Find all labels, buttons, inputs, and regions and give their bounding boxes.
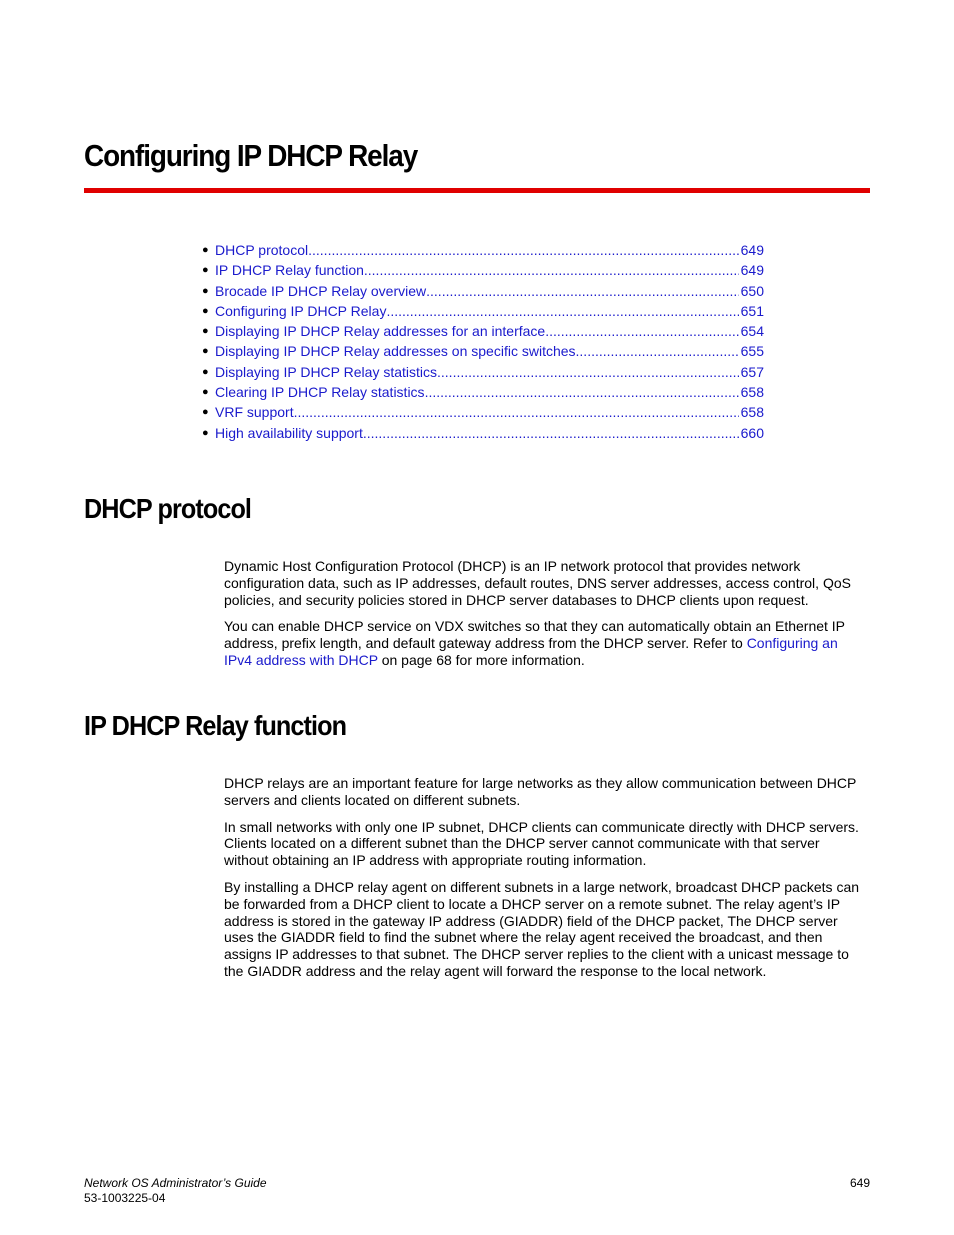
section-title-dhcp-protocol: DHCP protocol — [84, 493, 252, 524]
toc-item — [202, 423, 764, 443]
toc-item — [202, 260, 764, 280]
toc-item — [202, 301, 764, 321]
toc-item — [202, 281, 764, 301]
dhcp-protocol-body — [224, 558, 864, 679]
toc-link[interactable]: Displaying IP DHCP Relay addresses on specific switches ..... 655 — [215, 341, 764, 361]
toc-item — [202, 341, 764, 361]
toc-link[interactable]: IP DHCP Relay function ..... 649 — [215, 260, 764, 280]
toc-link[interactable]: Clearing IP DHCP Relay statistics ..... 658 — [215, 382, 764, 402]
toc-item — [202, 362, 764, 382]
toc-link[interactable]: VRF support ..... 658 — [215, 402, 764, 422]
toc-link[interactable]: Brocade IP DHCP Relay overview ..... 650 — [215, 281, 764, 301]
toc-link[interactable]: Displaying IP DHCP Relay addresses for an interface ..... 654 — [215, 321, 764, 341]
paragraph: You can enable DHCP service on VDX switches so that they can automatically obtain an Ethernet IP address, prefix length, and default gateway address from the DHCP server. Refer to Configuring an IPv4 address with DHCP on page 68 for more information. — [224, 618, 845, 668]
cross-reference-link[interactable]: Configuring an IPv4 address with DHCP — [224, 635, 838, 668]
footer-doc-title: Network OS Administrator’s Guide — [84, 1176, 267, 1190]
bullet-icon: ● — [202, 244, 209, 256]
toc-link[interactable]: Configuring IP DHCP Relay ..... 651 — [215, 301, 764, 321]
toc-item — [202, 382, 764, 402]
bullet-icon: ● — [202, 264, 209, 277]
footer-doc-code: 53-1003225-04 — [84, 1191, 166, 1205]
paragraph: Dynamic Host Configuration Protocol (DHCP) is an IP network protocol that provides network configuration data, such as IP addresses, default routes, DNS server addresses, access control, QoS policies, and security policies stored in DHCP server databases to DHCP clients upon request. — [224, 558, 851, 608]
bullet-icon: ● — [202, 406, 209, 419]
chapter-title-rule — [84, 188, 870, 193]
bullet-icon: ● — [202, 426, 209, 439]
relay-function-body — [224, 775, 864, 990]
bullet-icon: ● — [202, 325, 209, 338]
toc-item — [202, 240, 764, 260]
bullet-icon: ● — [202, 345, 209, 358]
paragraph: In small networks with only one IP subnet, DHCP clients can communicate directly with DHCP servers. Clients located on a different subnet than the DHCP server cannot communicate with that server without obtaining an IP address with appropriate routing information. — [224, 818, 859, 869]
bullet-icon: ● — [202, 365, 209, 378]
bullet-icon: ● — [202, 284, 209, 297]
section-title-relay-function: IP DHCP Relay function — [84, 710, 347, 741]
chapter-title: Configuring IP DHCP Relay — [84, 138, 418, 173]
bullet-icon: ● — [202, 304, 209, 317]
footer-left — [84, 1176, 267, 1206]
paragraph: DHCP relays are an important feature for large networks as they allow communication between DHCP servers and clients located on different subnets. — [224, 775, 857, 808]
paragraph: By installing a DHCP relay agent on different subnets in a large network, broadcast DHCP packets can be forwarded from a DHCP client to locate a DHCP server on a remote subnet. The relay agent’s IP address is stored in the gateway IP address (GIADDR) field of the DHCP packet, The DHCP server uses the GIADDR field to find the subnet where the relay agent received the broadcast, and then assigns IP addresses to that subnet. The DHCP server replies to the client with a unicast message to the GIADDR address and the relay agent will forward the response to the local network. — [224, 878, 860, 979]
chapter-toc — [202, 240, 764, 443]
toc-item — [202, 402, 764, 422]
footer-page-number: 649 — [849, 1176, 870, 1190]
toc-link[interactable]: Displaying IP DHCP Relay statistics ..... 657 — [215, 362, 764, 382]
toc-link[interactable]: High availability support ..... 660 — [215, 423, 764, 443]
bullet-icon: ● — [202, 386, 209, 399]
toc-item — [202, 321, 764, 341]
toc-link[interactable]: DHCP protocol ..... 649 — [215, 240, 764, 260]
